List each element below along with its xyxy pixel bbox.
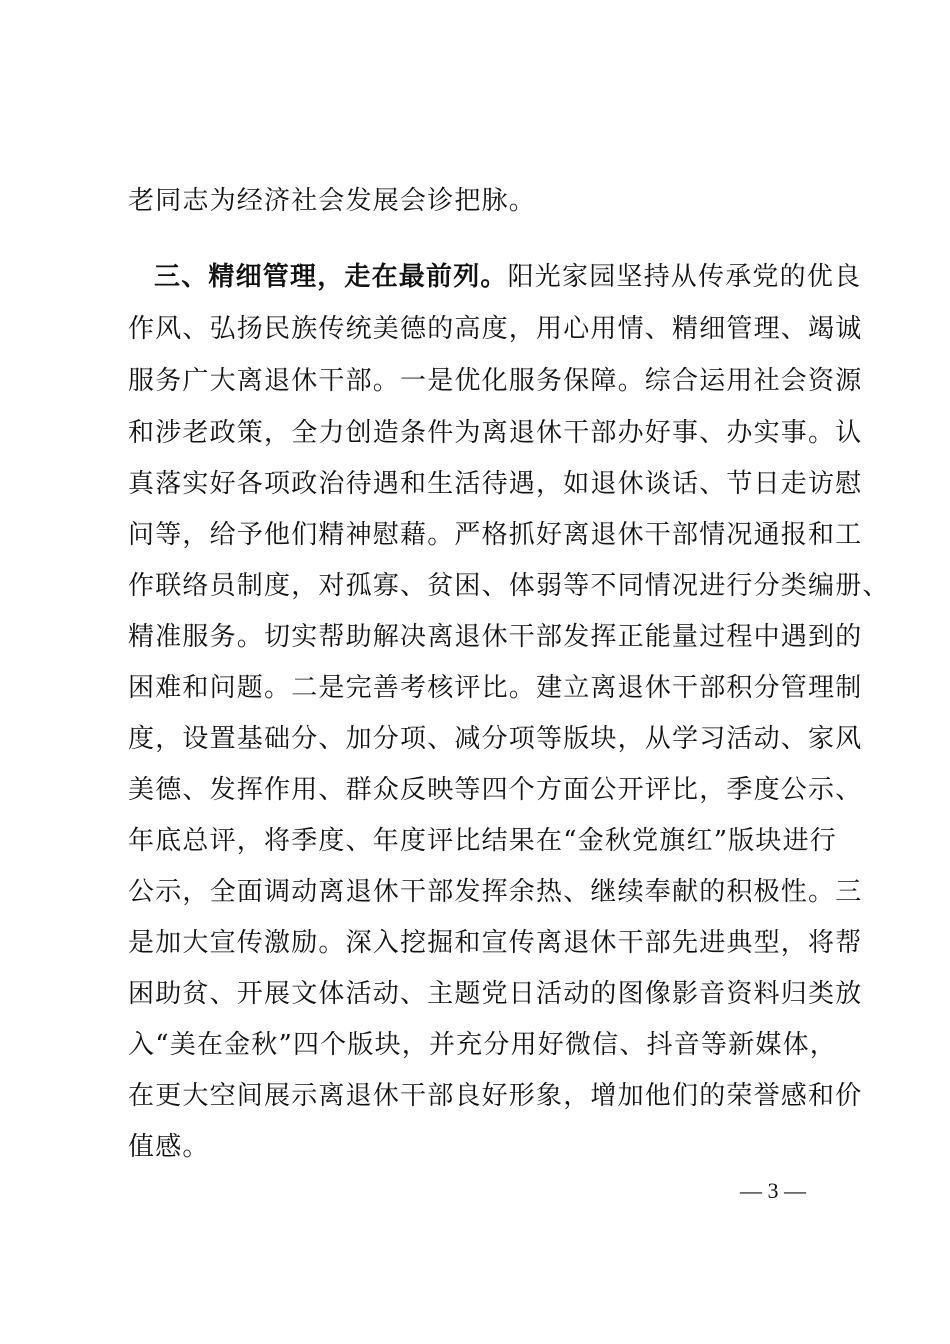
paragraph-line: 困助贫、开展文体活动、主题党日活动的图像影音资料归类放 xyxy=(128,979,863,1009)
paragraph-line: 问等，给予他们精神慰藉。严格抓好离退休干部情况通报和工 xyxy=(128,520,863,550)
section-heading-continuation: 阳光家园坚持从传承党的优良 xyxy=(507,262,862,292)
paragraph-line: 在更大空间展示离退休干部良好形象，增加他们的荣誉感和价 xyxy=(128,1081,863,1111)
paragraph-line: 作联络员制度，对孤寡、贫困、体弱等不同情况进行分类编册、 xyxy=(128,571,890,601)
paragraph-line: 老同志为经济社会发展会诊把脉。 xyxy=(128,186,537,216)
paragraph-line: 真落实好各项政治待遇和生活待遇，如退休谈话、节日走访慰 xyxy=(128,469,863,499)
paragraph-line: 作风、弘扬民族传统美德的高度，用心用情、精细管理、竭诚 xyxy=(128,314,863,344)
paragraph-line: 是加大宣传激励。深入挖掘和宣传离退休干部先进典型，将帮 xyxy=(128,928,863,958)
paragraph-line: 和涉老政策，全力创造条件为离退休干部办好事、办实事。认 xyxy=(128,418,863,448)
paragraph-line: 入“美在金秋”四个版块，并充分用好微信、抖音等新媒体， xyxy=(128,1030,837,1060)
paragraph-line: 年底总评，将季度、年度评比结果在“金秋党旗红”版块进行 xyxy=(128,826,837,856)
paragraph-line: 值感。 xyxy=(128,1132,210,1162)
page-number: — 3 — xyxy=(740,1178,806,1203)
section-heading: 三、精细管理，走在最前列。 xyxy=(154,262,508,292)
paragraph-line: 精准服务。切实帮助解决离退休干部发挥正能量过程中遇到的 xyxy=(128,622,863,652)
paragraph-line: 困难和问题。二是完善考核评比。建立离退休干部积分管理制 xyxy=(128,673,863,703)
paragraph-line: 度，设置基础分、加分项、减分项等版块，从学习活动、家风 xyxy=(128,724,863,754)
paragraph-line: 服务广大离退休干部。一是优化服务保障。综合运用社会资源 xyxy=(128,366,863,396)
paragraph-line: 公示，全面调动离退休干部发挥余热、继续奉献的积极性。三 xyxy=(128,877,863,907)
section-heading-line xyxy=(154,260,870,294)
paragraph-line: 美德、发挥作用、群众反映等四个方面公开评比，季度公示、 xyxy=(128,775,863,805)
